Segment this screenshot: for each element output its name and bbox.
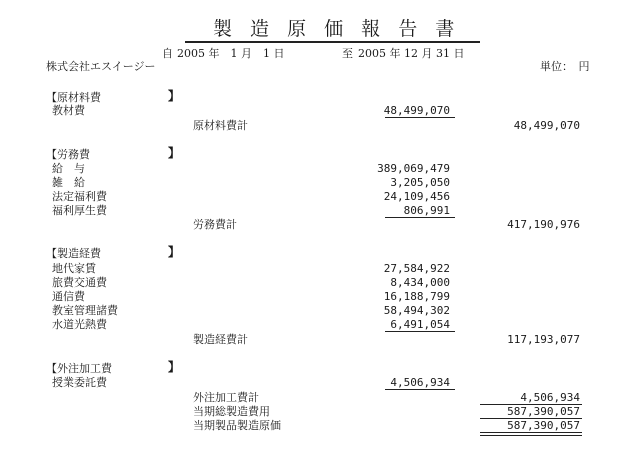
item-label: 水道光熱費 [52, 318, 107, 331]
item-label: 地代家賃 [52, 262, 96, 275]
item-label: 福利厚生費 [52, 204, 107, 217]
period-from-prefix: 自 [162, 47, 173, 60]
item-underline [385, 331, 455, 332]
item-amount: 48,499,070 [383, 104, 450, 117]
subtotal-amount-materials: 48,499,070 [513, 119, 580, 132]
subtotal-label-outsourcing: 外注加工費計 [193, 391, 259, 404]
title-underline [185, 41, 480, 43]
period-to-prefix: 至 [342, 47, 353, 60]
item-amount: 24,109,456 [383, 190, 450, 203]
subtotal-amount-labor: 417,190,976 [507, 218, 580, 231]
item-label: 通信費 [52, 290, 85, 303]
item-label: 授業委託費 [52, 376, 107, 389]
section-bracket-materials: 】 [168, 89, 181, 103]
item-amount: 6,491,054 [390, 318, 450, 331]
period-from: 2005 年 1 月 1 日 [177, 47, 285, 60]
total-manufacturing-cost-amount: 587,390,057 [507, 405, 580, 418]
unit-label: 単位： 円 [540, 60, 590, 73]
section-heading-outsourcing: 【外注加工費 [46, 362, 112, 375]
item-underline [385, 217, 455, 218]
subtotal-amount-outsourcing: 4,506,934 [520, 391, 580, 404]
item-label: 教材費 [52, 104, 85, 117]
item-label: 雑 給 [52, 176, 85, 189]
grand-total-double-underline-1 [480, 432, 582, 433]
item-amount: 8,434,000 [390, 276, 450, 289]
item-amount: 27,584,922 [383, 262, 450, 275]
section-heading-overhead: 【製造経費 [46, 247, 101, 260]
company-name: 株式会社エスイージー [46, 60, 156, 73]
subtotal-label-labor: 労務費計 [193, 218, 237, 231]
item-amount: 389,069,479 [377, 162, 450, 175]
item-label: 法定福利費 [52, 190, 107, 203]
item-label: 旅費交通費 [52, 276, 107, 289]
subtotal-label-materials: 原材料費計 [193, 119, 248, 132]
section-bracket-labor: 】 [168, 146, 181, 160]
section-heading-materials: 【原材料費 [46, 91, 101, 104]
section-heading-labor: 【労務費 [46, 148, 90, 161]
item-amount: 58,494,302 [383, 304, 450, 317]
subtotal-label-overhead: 製造経費計 [193, 333, 248, 346]
item-amount: 806,991 [403, 204, 450, 217]
item-amount: 3,205,050 [390, 176, 450, 189]
item-amount: 16,188,799 [383, 290, 450, 303]
total-manufacturing-cost-label: 当期総製造費用 [193, 405, 270, 418]
item-amount: 4,506,934 [390, 376, 450, 389]
item-label: 給 与 [52, 162, 85, 175]
period-to: 2005 年 12 月 31 日 [358, 47, 465, 60]
item-underline [385, 117, 455, 118]
report-title: 製 造 原 価 報 告 書 [213, 18, 461, 40]
item-label: 教室管理諸費 [52, 304, 118, 317]
subtotal-amount-overhead: 117,193,077 [507, 333, 580, 346]
section-bracket-outsourcing: 】 [168, 360, 181, 374]
section-bracket-overhead: 】 [168, 245, 181, 259]
grand-total-double-underline-2 [480, 435, 582, 436]
cost-of-goods-manufactured-amount: 587,390,057 [507, 419, 580, 432]
cost-of-goods-manufactured-label: 当期製品製造原価 [193, 419, 281, 432]
item-underline [385, 389, 455, 390]
